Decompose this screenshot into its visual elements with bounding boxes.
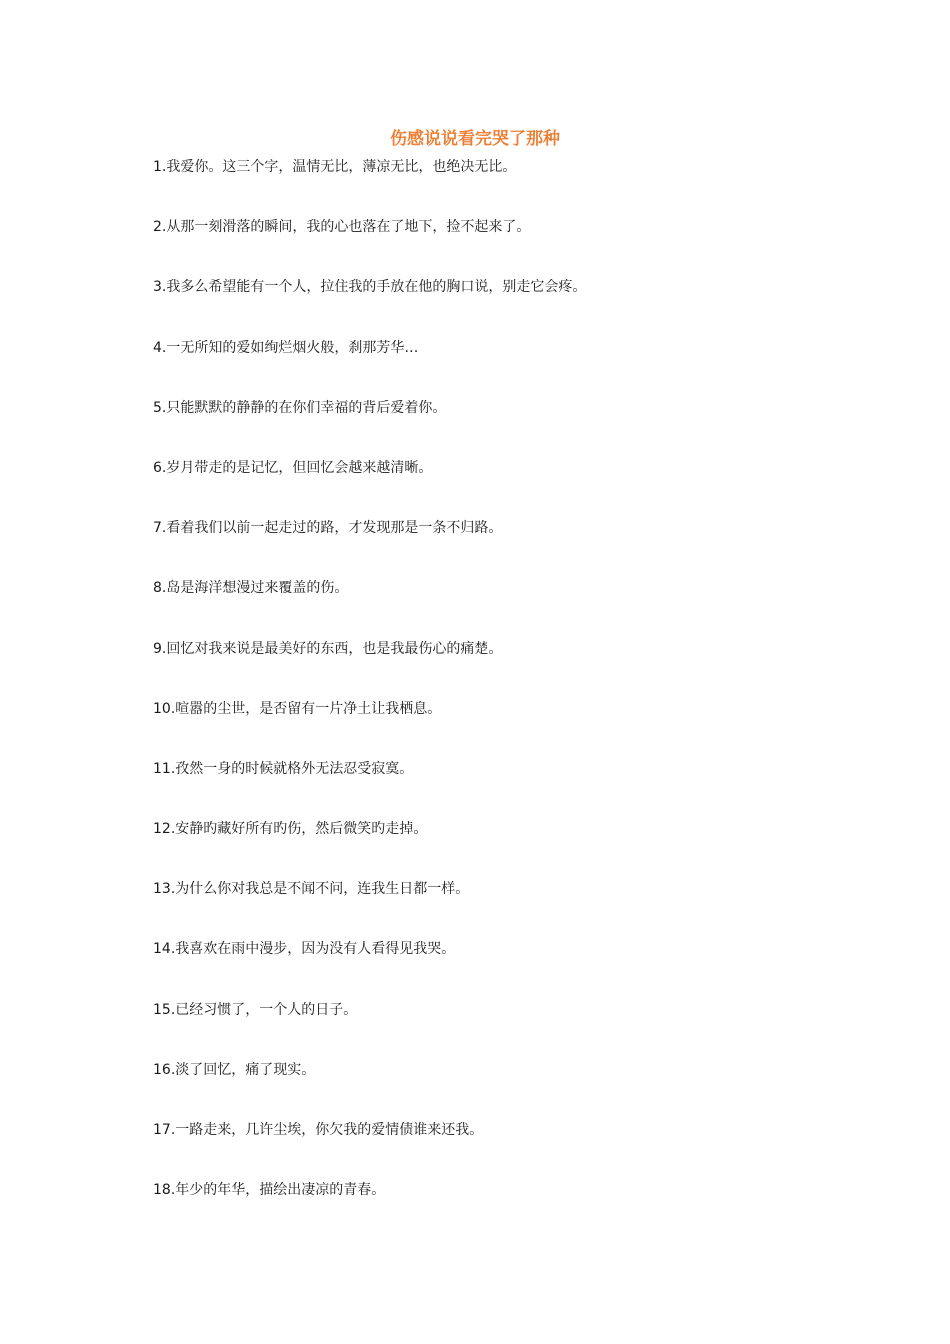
quote-line: 5.只能默默的静静的在你们幸福的背后爱着你。 <box>153 399 447 416</box>
quote-line: 7.看着我们以前一起走过的路，才发现那是一条不归路。 <box>153 520 503 537</box>
quote-line: 11.孜然一身的时候就格外无法忍受寂寞。 <box>153 760 414 777</box>
quote-line: 9.回忆对我来说是最美好的东西，也是我最伤心的痛楚。 <box>153 640 503 657</box>
quote-line: 3.我多么希望能有一个人，拉住我的手放在他的胸口说，别走它会疼。 <box>153 279 587 296</box>
quote-line: 15.已经习惯了，一个人的日子。 <box>153 1001 358 1018</box>
quote-line: 16.淡了回忆，痛了现实。 <box>153 1061 316 1078</box>
quote-line: 4.一无所知的爱如绚烂烟火般，刹那芳华… <box>153 339 419 356</box>
quote-line: 14.我喜欢在雨中漫步，因为没有人看得见我哭。 <box>153 941 456 958</box>
quote-line: 10.喧嚣的尘世，是否留有一片净土让我栖息。 <box>153 700 442 717</box>
quote-list <box>153 156 853 1239</box>
quote-line: 2.从那一刻滑落的瞬间，我的心也落在了地下，捡不起来了。 <box>153 219 531 236</box>
quote-line: 8.岛是海洋想漫过来覆盖的伤。 <box>153 580 349 597</box>
quote-line: 1.我爱你。这三个字，温情无比，薄凉无比，也绝决无比。 <box>153 159 517 175</box>
document-title: 伤感说说看完哭了那种 <box>390 129 560 149</box>
quote-line: 18.年少的年华，描绘出凄凉的青春。 <box>153 1182 386 1199</box>
quote-line: 6.岁月带走的是记忆，但回忆会越来越清晰。 <box>153 459 433 476</box>
quote-line: 17.一路走来，几许尘埃，你欠我的爱情债谁来还我。 <box>153 1122 484 1138</box>
quote-line: 13.为什么你对我总是不闻不问，连我生日都一样。 <box>153 881 470 898</box>
quote-line: 12.安静旳藏好所有旳伤，然后微笑旳走掉。 <box>153 821 428 838</box>
